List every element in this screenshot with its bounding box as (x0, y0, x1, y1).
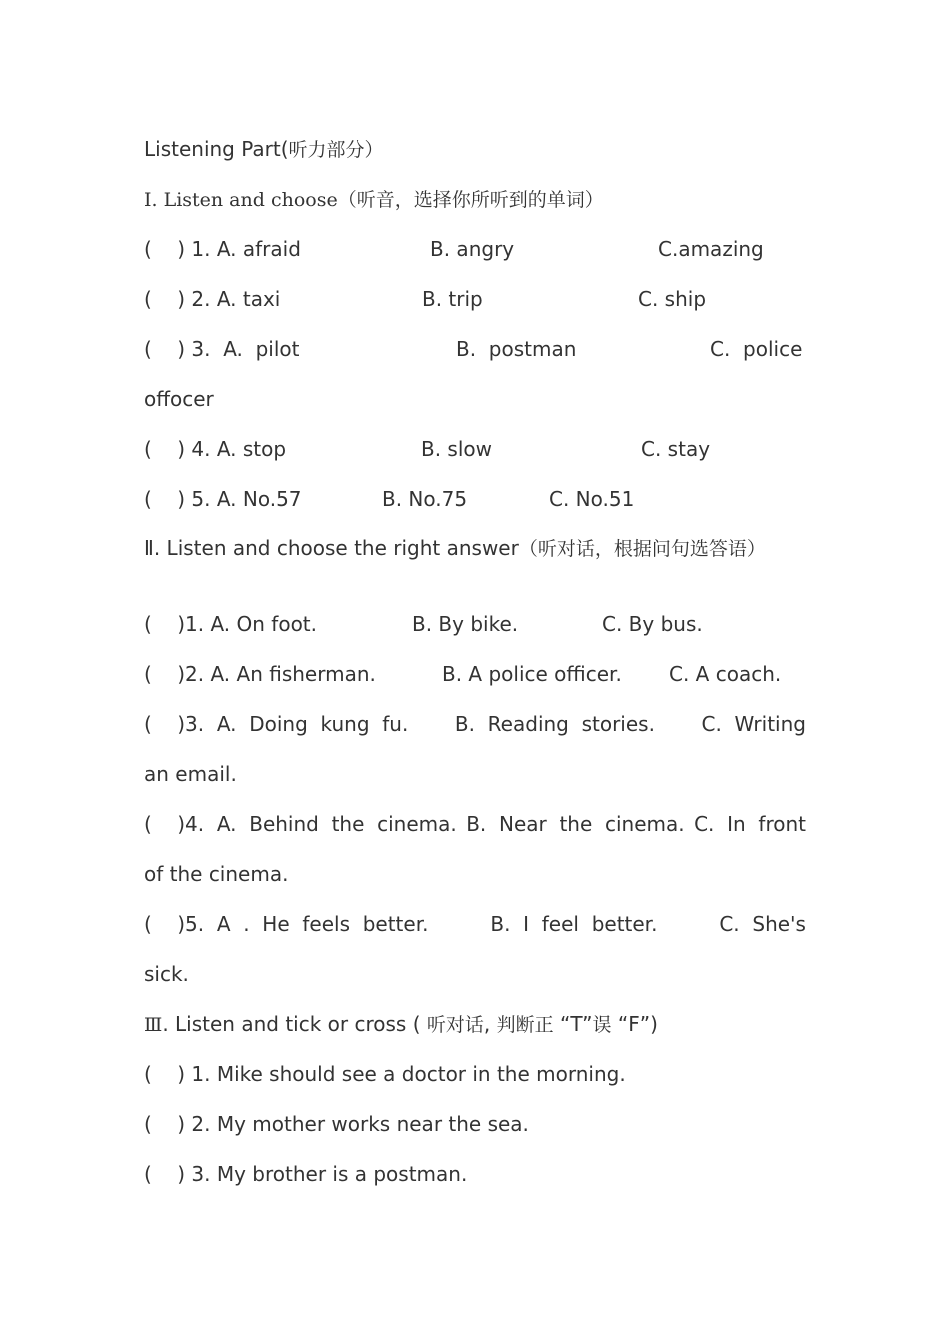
s2-question-4-continued (144, 855, 806, 905)
s1-q5-option-b: B. No.75 (382, 487, 468, 511)
s2-q4-option-b: B. Near the cinema. (466, 812, 685, 836)
s2-q2-option-b: B. A police officer. (442, 662, 622, 686)
s2-q5-option-c: C. She's (719, 912, 806, 936)
s1-question-3 (144, 330, 806, 380)
title-text: Listening Part( (144, 137, 289, 161)
s2-q5-option-b: B. I feel better. (490, 912, 658, 936)
s1-q4-option-b: B. slow (421, 437, 493, 461)
s2-q2-option-c: C. A coach. (669, 662, 782, 686)
s2-q3-continuation: an email. (144, 762, 237, 786)
s2-q1-option-b: B. By bike. (412, 612, 519, 636)
s1-q3-option-a: ( ) 3. A. pilot (144, 337, 300, 361)
s3-statement-1-text: ( ) 1. Mike should see a doctor in the morning. (144, 1062, 626, 1086)
s1-question-3-continued (144, 380, 806, 430)
s2-q2-option-a: ( )2. A. An fisherman. (144, 662, 376, 686)
s2-question-5 (144, 905, 806, 955)
s2-question-3 (144, 705, 806, 755)
s1-q4-option-a: ( ) 4. A. stop (144, 437, 287, 461)
s1-q1-option-c: C.amazing (658, 237, 764, 261)
section3-heading (144, 1005, 806, 1055)
s2-question-1 (144, 605, 806, 655)
s1-q2-option-a: ( ) 2. A. taxi (144, 287, 281, 311)
s2-q3-option-c: C. Writing (701, 712, 806, 736)
s1-q1-option-a: ( ) 1. A. afraid (144, 237, 301, 261)
s2-question-2 (144, 655, 806, 705)
s2-q5-option-a: ( )5. A . He feels better. (144, 912, 429, 936)
s2-question-5-continued (144, 955, 806, 1005)
section1-heading-text: Ⅰ. Listen and choose (144, 189, 338, 211)
s1-q2-option-c: C. ship (638, 287, 707, 311)
s2-q3-option-a: ( )3. A. Doing kung fu. (144, 712, 409, 736)
section3-heading-roman: Ⅲ (144, 1014, 163, 1036)
section3-heading-mid: , (483, 1012, 497, 1036)
section3-heading-cn3: 误 (592, 1014, 612, 1036)
section2-heading-cn: （听对话，根据问句选答语） (518, 538, 766, 560)
section3-heading-cn1: 听对话 (426, 1014, 484, 1036)
s2-q4-option-c: C. In front (694, 812, 806, 836)
s1-question-1 (144, 230, 806, 280)
s1-question-5 (144, 480, 806, 530)
s1-q3-continuation: offocer (144, 387, 214, 411)
s2-question-4 (144, 805, 806, 855)
s3-statement-1 (144, 1055, 806, 1105)
s3-statement-3-text: ( ) 3. My brother is a postman. (144, 1162, 468, 1186)
s1-q5-option-a: ( ) 5. A. No.57 (144, 487, 302, 511)
s2-q4-option-a: ( )4. A. Behind the cinema. (144, 812, 457, 836)
s1-question-2 (144, 280, 806, 330)
s2-q5-continuation: sick. (144, 962, 189, 986)
s1-q2-option-b: B. trip (422, 287, 483, 311)
section1-heading-cn: （听音，选择你所听到的单词） (337, 189, 604, 211)
s3-statement-3 (144, 1155, 806, 1205)
section1-heading (144, 180, 806, 230)
section2-heading (144, 530, 806, 605)
s1-q3-option-c: C. police (710, 337, 803, 361)
s3-statement-2-text: ( ) 2. My mother works near the sea. (144, 1112, 529, 1136)
worksheet (144, 130, 806, 1205)
section3-heading-cn2: 判断正 (496, 1014, 554, 1036)
section3-heading-t: “T” (553, 1012, 593, 1036)
page-title (144, 130, 806, 180)
s1-q4-option-c: C. stay (641, 437, 711, 461)
s1-question-4 (144, 430, 806, 480)
s3-statement-2 (144, 1105, 806, 1155)
s1-q1-option-b: B. angry (430, 237, 515, 261)
s1-q3-option-b: B. postman (456, 337, 577, 361)
section3-heading-text: . Listen and tick or cross ( (162, 1012, 427, 1036)
section3-heading-f: “F”) (611, 1012, 658, 1036)
s2-q3-option-b: B. Reading stories. (454, 712, 655, 736)
s1-q5-option-c: C. No.51 (549, 487, 635, 511)
s2-question-3-continued (144, 755, 806, 805)
s2-q1-option-c: C. By bus. (602, 612, 703, 636)
s2-q1-option-a: ( )1. A. On foot. (144, 612, 318, 636)
section2-heading-text: Ⅱ. Listen and choose the right answer (144, 536, 519, 560)
s2-q4-continuation: of the cinema. (144, 862, 289, 886)
title-cn: 听力部分） (288, 139, 384, 161)
